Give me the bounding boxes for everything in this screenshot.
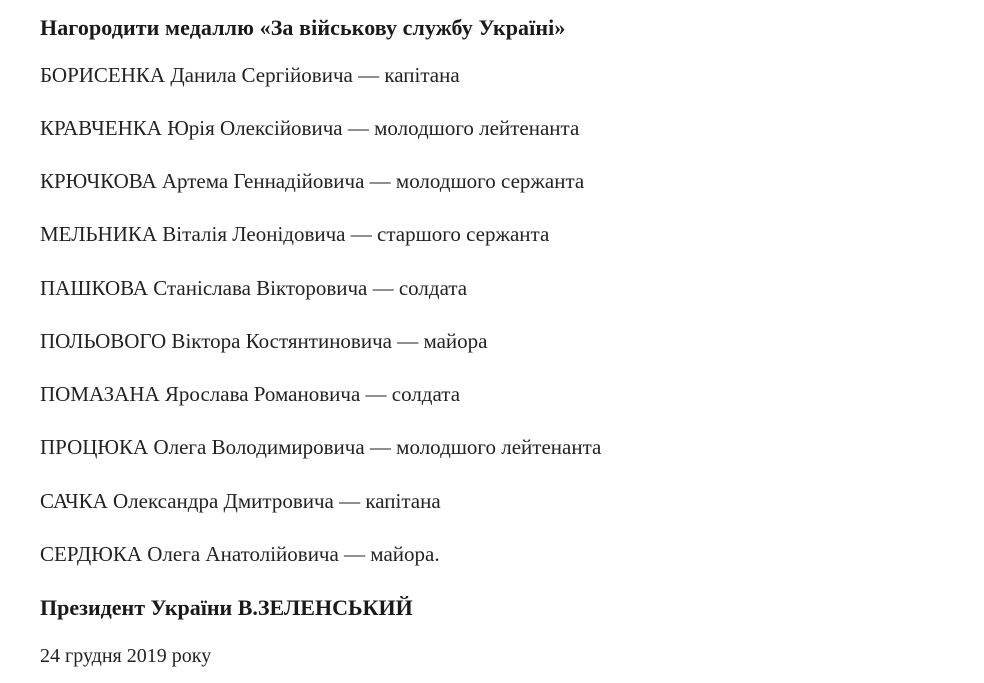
award-list-item: КРЮЧКОВА Артема Геннадійовича — молодшого сержанта — [40, 169, 585, 193]
document-signature: Президент України В.ЗЕЛЕНСЬКИЙ — [40, 595, 413, 620]
award-list-item: СЕРДЮКА Олега Анатолійовича — майора. — [40, 541, 440, 566]
award-list-item: ПРОЦЮКА Олега Володимировича — молодшого лейтенанта — [40, 435, 602, 460]
document-date: 24 грудня 2019 року — [40, 644, 212, 667]
award-list-item: ПАШКОВА Станіслава Вікторовича — солдата — [40, 275, 468, 300]
award-list-item: ПОЛЬОВОГО Віктора Костянтиновича — майора — [40, 328, 488, 353]
award-list-item: МЕЛЬНИКА Віталія Леонідовича — старшого сержанта — [40, 222, 550, 247]
award-list-item: ПОМАЗАНА Ярослава Романовича — солдата — [40, 382, 461, 406]
award-list-item: САЧКА Олександра Дмитровича — капітана — [40, 488, 441, 513]
document-heading: Нагородити медаллю «За військову службу Україні» — [40, 15, 566, 40]
award-list-item: БОРИСЕНКА Данила Сергійовича — капітана — [40, 62, 460, 87]
award-list-item: КРАВЧЕНКА Юрія Олексійовича — молодшого лейтенанта — [40, 115, 580, 140]
